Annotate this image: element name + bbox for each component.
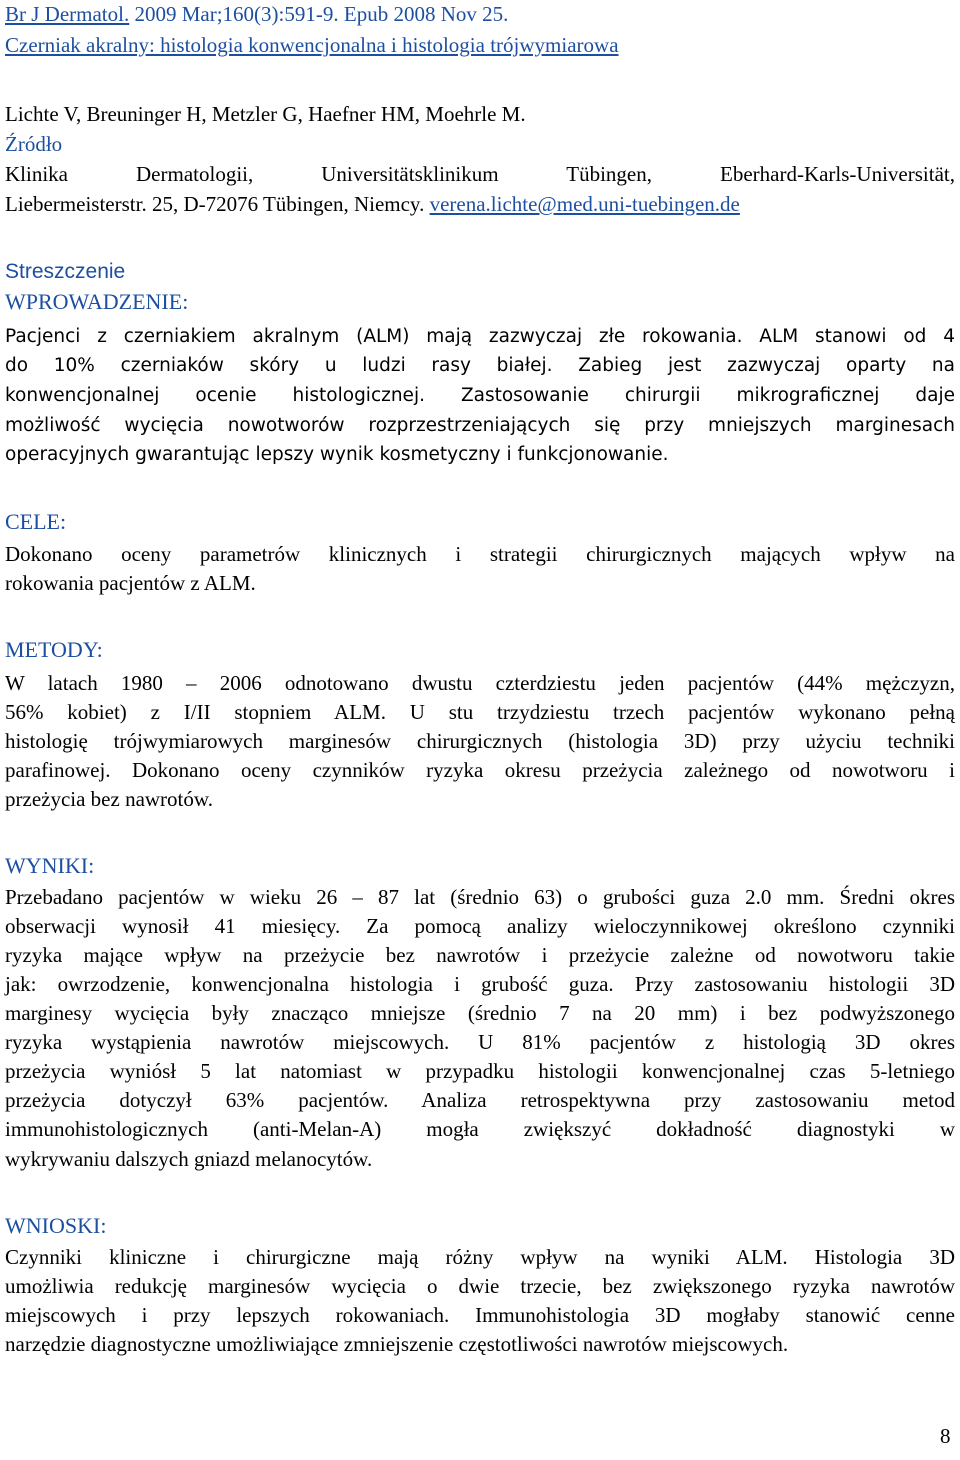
intro-line: do 10% czerniaków skóry u ludzi rasy białej. Zabieg jest zazwyczaj oparty na <box>5 355 955 376</box>
results-line: ryzyka wystąpienia nawrotów miejscowych. U 81% pacjentów z histologią 3D okres <box>5 1030 955 1054</box>
citation <box>5 0 508 29</box>
results-heading: WYNIKI: <box>5 853 95 878</box>
intro-heading: WPROWADZENIE: <box>5 289 189 314</box>
intro-line: Pacjenci z czerniakiem akralnym (ALM) mają zazwyczaj złe rokowania. ALM stanowi od 4 <box>5 326 955 347</box>
citation-details: 2009 Mar;160(3):591-9. Epub 2008 Nov 25. <box>129 2 509 26</box>
conclusions-line: umożliwia redukcję marginesów wycięcia o dwie trzecie, bez zwiększonego ryzyka nawrotów <box>5 1274 955 1298</box>
methods-heading: METODY: <box>5 637 103 662</box>
source-heading: Źródło <box>5 132 63 156</box>
journal-link[interactable]: Br J Dermatol. <box>5 2 130 26</box>
affiliation-line: Klinika Dermatologii, Universitätsklinikum Tübingen, Eberhard-Karls-Universität, <box>5 162 955 186</box>
results-line: przeżycia dotyczył 63% pacjentów. Analiza retrospektywna przy zastosowaniu metod <box>5 1088 955 1112</box>
intro-line: konwencjonalnej ocenie histologicznej. Zastosowanie chirurgii mikrograficznej daje <box>5 385 955 406</box>
conclusions-line: narzędzie diagnostyczne umożliwiające zmniejszenie częstotliwości nawrotów miejscowych. <box>5 1332 789 1356</box>
goals-line: rokowania pacjentów z ALM. <box>5 571 256 595</box>
intro-line: możliwość wycięcia nowotworów rozprzestrzeniających się przy mniejszych marginesach <box>5 415 955 436</box>
conclusions-line: miejscowych i przy lepszych rokowaniach. Immunohistologia 3D mogłaby stanowić cenne <box>5 1303 955 1327</box>
goals-heading: CELE: <box>5 509 67 534</box>
methods-line: 56% kobiet) z I/II stopniem ALM. U stu trzydziestu trzech pacjentów wykonano pełną <box>5 700 955 724</box>
conclusions-heading: WNIOSKI: <box>5 1213 107 1238</box>
goals-line: Dokonano oceny parametrów klinicznych i strategii chirurgicznych mających wpływ na <box>5 542 955 566</box>
results-line: przeżycia wyniósł 5 lat natomiast w przypadku histologii konwencjonalnej czas 5-letniego <box>5 1059 955 1083</box>
results-line: immunohistologicznych (anti-Melan-A) mogła zwiększyć dokładność diagnostyki w <box>5 1117 955 1141</box>
email-link[interactable]: verena.lichte@med.uni-tuebingen.de <box>429 192 740 216</box>
methods-line: przeżycia bez nawrotów. <box>5 787 213 811</box>
affiliation-line <box>5 190 740 219</box>
article-title[interactable]: Czerniak akralny: histologia konwencjonalna i histologia trójwymiarowa <box>5 33 619 57</box>
intro-line: operacyjnych gwarantując lepszy wynik kosmetyczny i funkcjonowanie. <box>5 444 669 465</box>
results-line: Przebadano pacjentów w wieku 26 – 87 lat (średnio 63) o grubości guza 2.0 mm. Średni okres <box>5 885 955 909</box>
results-line: obserwacji wynosił 41 miesięcy. Za pomocą analizy wieloczynnikowej określono czynniki <box>5 914 955 938</box>
summary-heading: Streszczenie <box>5 260 126 283</box>
methods-line: W latach 1980 – 2006 odnotowano dwustu czterdziestu jeden pacjentów (44% mężczyzn, <box>5 671 955 695</box>
methods-line: parafinowej. Dokonano oceny czynników ryzyka okresu przeżycia zależnego od nowotworu i <box>5 758 955 782</box>
affiliation-address: Liebermeisterstr. 25, D-72076 Tübingen, Niemcy. <box>5 192 425 216</box>
results-line: wykrywaniu dalszych gniazd melanocytów. <box>5 1147 373 1171</box>
methods-line: histologię trójwymiarowych marginesów chirurgicznych (histologia 3D) przy użyciu techniki <box>5 729 955 753</box>
results-line: marginesy wycięcia były znacząco mniejsze (średnio 7 na 20 mm) i bez podwyższonego <box>5 1001 955 1025</box>
authors: Lichte V, Breuninger H, Metzler G, Haefner HM, Moehrle M. <box>5 102 526 126</box>
conclusions-line: Czynniki kliniczne i chirurgiczne mają różny wpływ na wyniki ALM. Histologia 3D <box>5 1245 955 1269</box>
results-line: ryzyka mające wpływ na przeżycie bez nawrotów i przeżycie zależne od nowotworu takie <box>5 943 955 967</box>
results-line: jak: owrzodzenie, konwencjonalna histologia i grubość guza. Przy zastosowaniu histologii 3D <box>5 972 955 996</box>
page-number: 8 <box>940 1424 951 1448</box>
